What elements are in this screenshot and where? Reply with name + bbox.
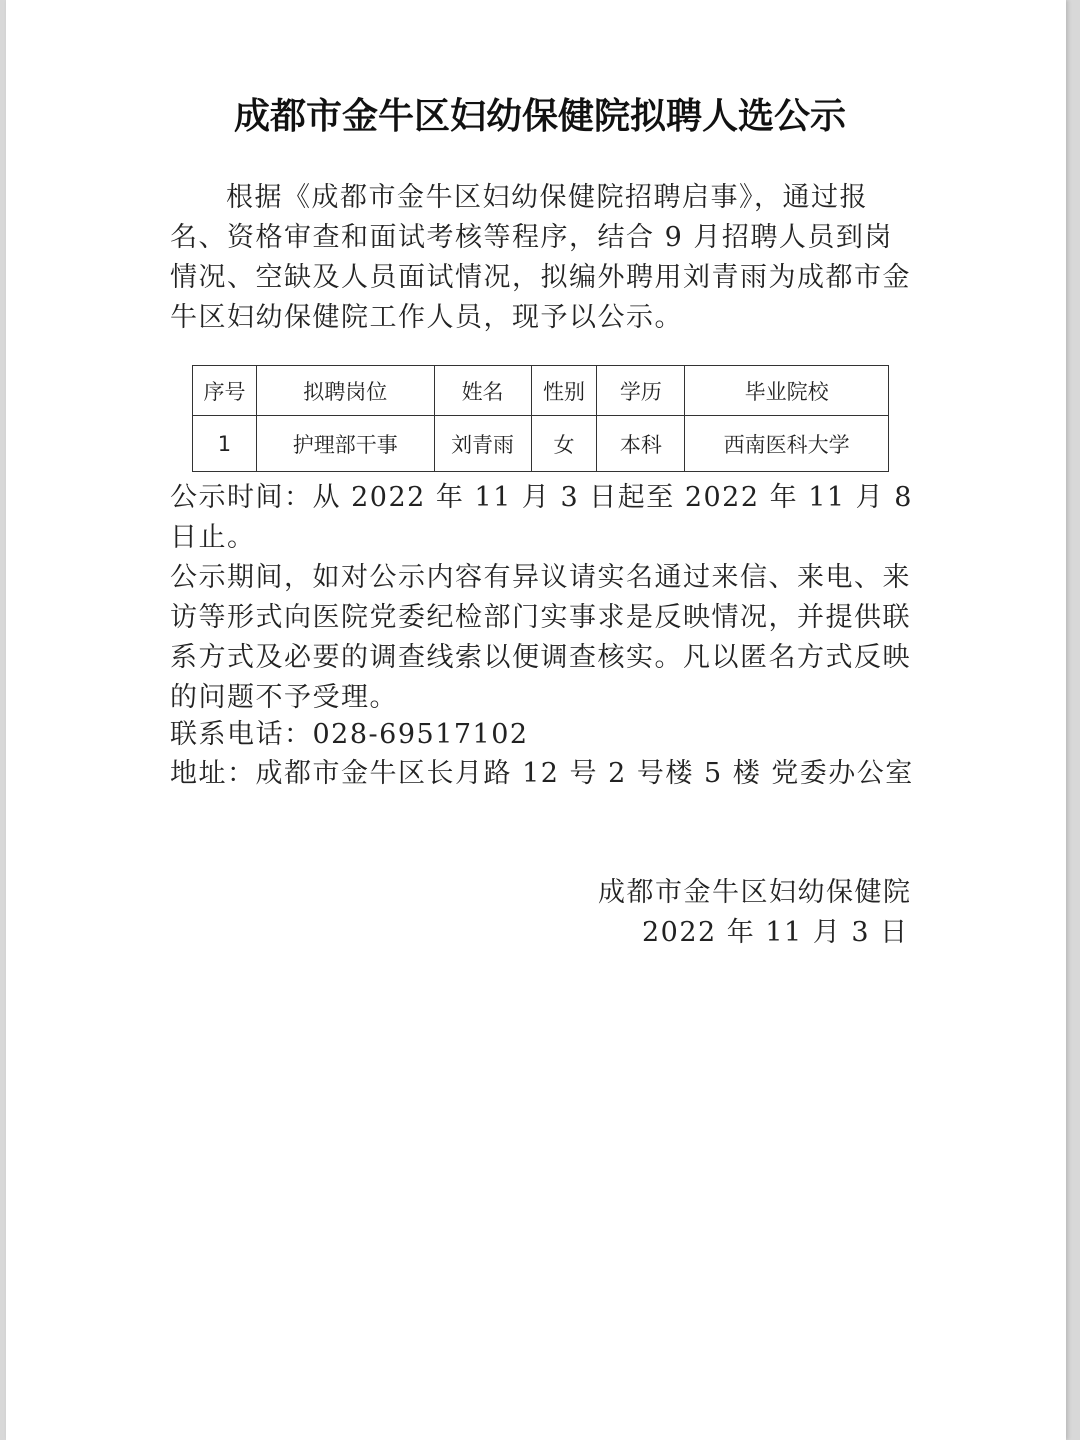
announcement-period: 公示时间：从 2022 年 11 月 3 日起至 2022 年 11 月 8 日止。 — [170, 482, 913, 553]
candidate-table — [192, 365, 889, 472]
signature-organization: 成都市金牛区妇幼保健院 — [598, 877, 912, 908]
table-header-cell: 姓名 — [434, 366, 531, 416]
table-header-cell: 拟聘岗位 — [256, 366, 434, 416]
table-header-cell: 性别 — [531, 366, 597, 416]
contact-phone: 联系电话：028-69517102 — [170, 719, 529, 750]
table-row — [193, 416, 889, 472]
contact-address: 地址：成都市金牛区长月路 12 号 2 号楼 5 楼 党委办公室 — [170, 758, 914, 789]
table-header-cell: 序号 — [193, 366, 257, 416]
intro-paragraph: 根据《成都市金牛区妇幼保健院招聘启事》，通过报名、资格审查和面试考核等程序，结合 9 月招聘人员到岗情况、空缺及人员面试情况，拟编外聘用刘青雨为成都市金牛区妇幼保健院工作人员，现予以公示。 — [170, 182, 911, 333]
table-header-cell: 学历 — [597, 366, 685, 416]
table-cell: 1 — [193, 416, 257, 472]
table-cell: 本科 — [597, 416, 685, 472]
objection-paragraph: 公示期间，如对公示内容有异议请实名通过来信、来电、来访等形式向医院党委纪检部门实事求是反映情况，并提供联系方式及必要的调查线索以便调查核实。凡以匿名方式反映的问题不予受理。 — [170, 562, 911, 713]
table-cell: 西南医科大学 — [685, 416, 889, 472]
table-header-cell: 毕业院校 — [685, 366, 889, 416]
table-cell: 刘青雨 — [434, 416, 531, 472]
table-header-row — [193, 366, 889, 416]
page-title: 成都市金牛区妇幼保健院拟聘人选公示 — [233, 96, 846, 137]
table-cell: 护理部干事 — [256, 416, 434, 472]
signature-date: 2022 年 11 月 3 日 — [642, 917, 909, 948]
table-cell: 女 — [531, 416, 597, 472]
